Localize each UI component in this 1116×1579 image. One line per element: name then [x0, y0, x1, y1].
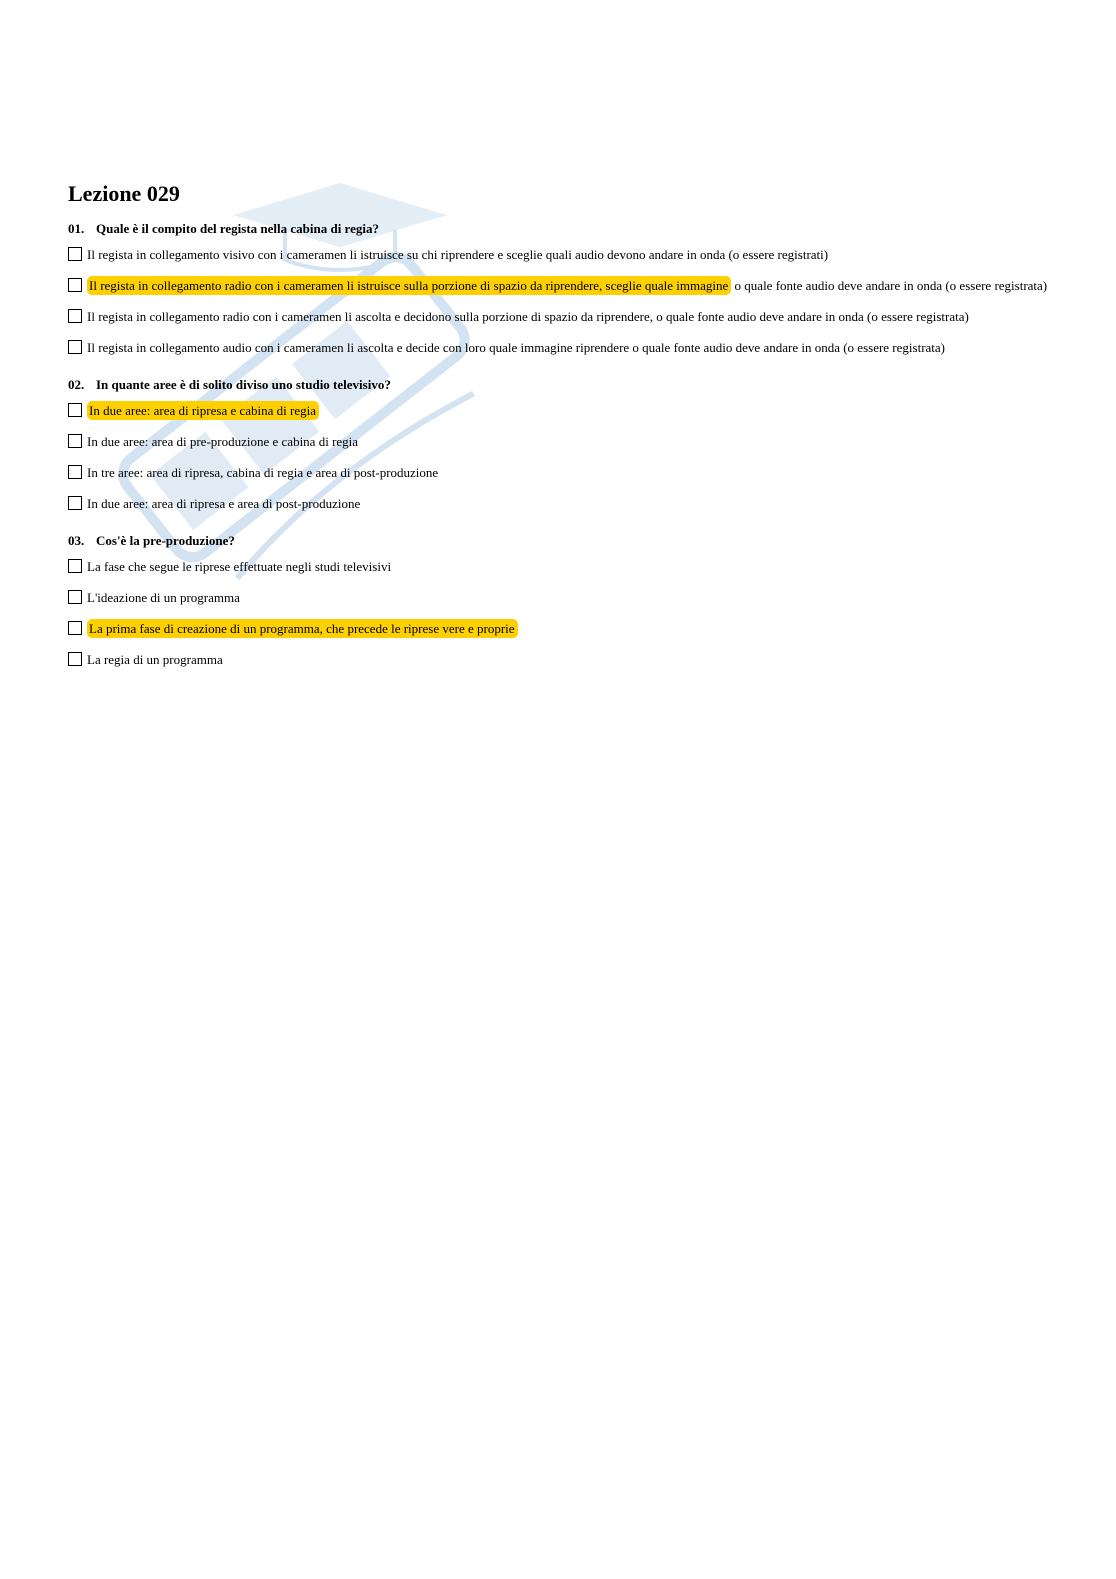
- answer-checkbox[interactable]: [68, 559, 82, 573]
- answer-checkbox[interactable]: [68, 403, 82, 417]
- highlighted-answer-text: Il regista in collegamento radio con i cameramen li istruisce sulla porzione di spazio da riprendere, sceglie quale immagine: [87, 276, 731, 295]
- answer-text: In tre aree: area di ripresa, cabina di regia e area di post-produzione: [87, 465, 439, 480]
- answer-option: [68, 278, 1048, 294]
- question-list: [68, 220, 1048, 668]
- answer-text: o quale fonte audio deve andare in onda (o essere registrata): [731, 278, 1048, 293]
- answer-option: [68, 247, 1048, 263]
- question-block: [68, 220, 1048, 356]
- question-text: In quante aree è di solito diviso uno studio televisivo?: [96, 377, 391, 392]
- answer-checkbox[interactable]: [68, 434, 82, 448]
- answer-option: [68, 496, 1048, 512]
- answer-text: La regia di un programma: [87, 652, 223, 667]
- answer-text: La fase che segue le riprese effettuate negli studi televisivi: [87, 559, 392, 574]
- answer-checkbox[interactable]: [68, 278, 82, 292]
- answer-option: [68, 559, 1048, 575]
- question-block: [68, 376, 1048, 512]
- answer-text: In due aree: area di ripresa e area di post-produzione: [87, 496, 361, 511]
- question-text: Quale è il compito del regista nella cabina di regia?: [96, 221, 379, 236]
- answer-checkbox[interactable]: [68, 590, 82, 604]
- answer-text: Il regista in collegamento radio con i cameramen li ascolta e decidono sulla porzione di spazio da riprendere, o quale fonte audio deve andare in onda (o essere registrata): [87, 309, 969, 324]
- answer-text: In due aree: area di pre-produzione e cabina di regia: [87, 434, 359, 449]
- answer-text: Il regista in collegamento audio con i cameramen li ascolta e decide con loro quale immagine riprendere o quale fonte audio deve andare in onda (o essere registrata): [87, 340, 945, 355]
- question-block: [68, 532, 1048, 668]
- answer-option: [68, 340, 1048, 356]
- answer-checkbox[interactable]: [68, 309, 82, 323]
- answer-option: [68, 652, 1048, 668]
- question-number: 03.: [68, 533, 85, 548]
- highlighted-answer-text: In due aree: area di ripresa e cabina di regia: [87, 401, 319, 420]
- question-title: [68, 220, 1048, 238]
- answer-text: Il regista in collegamento visivo con i cameramen li istruisce su chi riprendere e sceglie quali audio devono andare in onda (o essere registrati): [87, 247, 829, 262]
- answer-checkbox[interactable]: [68, 652, 82, 666]
- answer-option: [68, 621, 1048, 637]
- answer-option: [68, 309, 1048, 325]
- answer-checkbox[interactable]: [68, 496, 82, 510]
- highlighted-answer-text: La prima fase di creazione di un programma, che precede le riprese vere e proprie: [87, 619, 518, 638]
- page-title: Lezione 029: [68, 181, 180, 206]
- answer-checkbox[interactable]: [68, 340, 82, 354]
- answer-checkbox[interactable]: [68, 621, 82, 635]
- answer-checkbox[interactable]: [68, 465, 82, 479]
- answer-option: [68, 465, 1048, 481]
- document-body: [68, 178, 1048, 688]
- question-number: 01.: [68, 221, 85, 236]
- question-number: 02.: [68, 377, 85, 392]
- answer-checkbox[interactable]: [68, 247, 82, 261]
- question-text: Cos'è la pre-produzione?: [96, 533, 235, 548]
- answer-option: [68, 434, 1048, 450]
- answer-option: [68, 403, 1048, 419]
- answer-text: L'ideazione di un programma: [87, 590, 240, 605]
- question-title: [68, 376, 1048, 394]
- question-title: [68, 532, 1048, 550]
- answer-option: [68, 590, 1048, 606]
